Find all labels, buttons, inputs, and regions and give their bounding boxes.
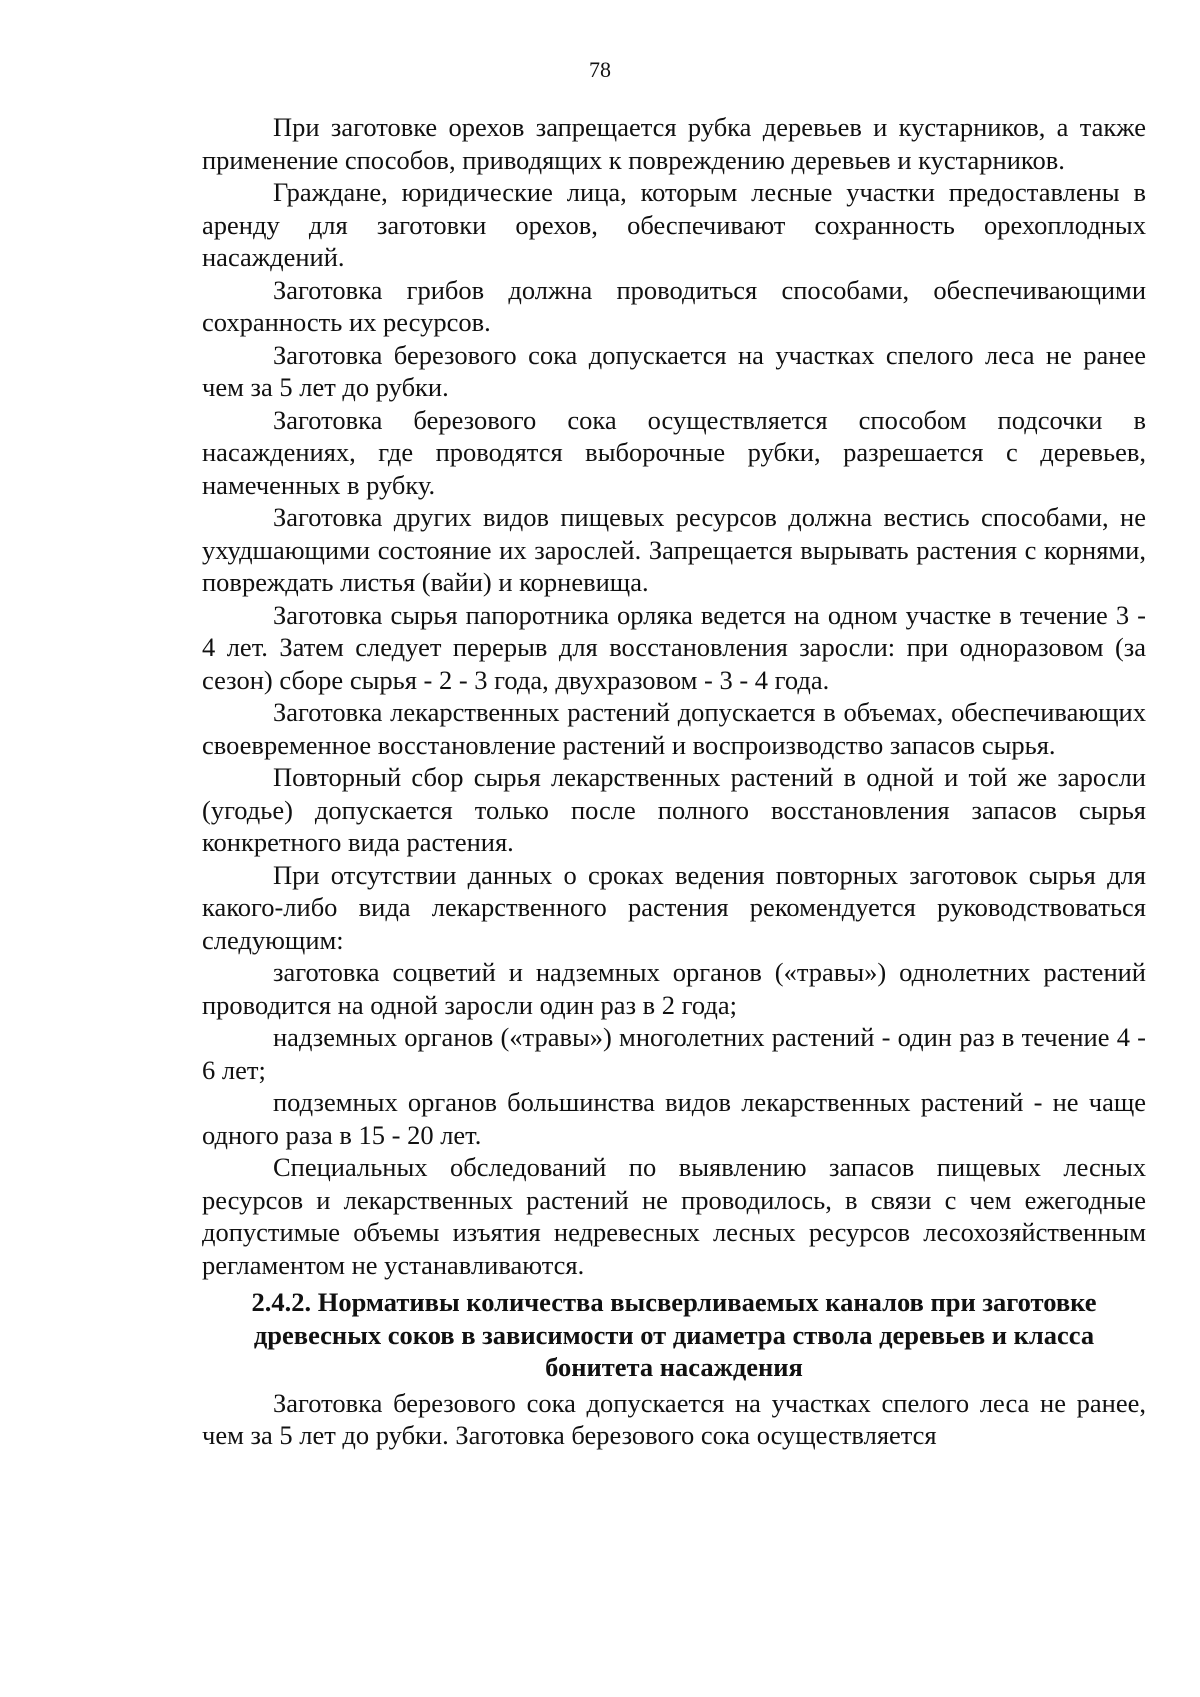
paragraph-medicinal-volume: Заготовка лекарственных растений допускается в объемах, обеспечивающих своевременное восстановление растений и воспроизводство запасов сырья. <box>202 697 1146 760</box>
paragraph-bracken: Заготовка сырья папоротника орляка ведется на одном участке в течение 3 - 4 лет. Затем следует перерыв для восстановления заросли: при одноразовом (за сезон) сборе сырья - 2 - 3 года, двухразовом - 3 - 4 года. <box>202 599 1146 695</box>
list-item-perennial: надземных органов («травы») многолетних растений - один раз в течение 4 - 6 лет; <box>202 1022 1146 1085</box>
paragraph-section-text: Заготовка березового сока допускается на участках спелого леса не ранее, чем за 5 лет до рубки. Заготовка березового сока осуществляется <box>202 1387 1146 1450</box>
paragraph-repeat-harvest: Повторный сбор сырья лекарственных растений в одной и той же заросли (угодье) допускается только после полного восстановления запасов сырья конкретного вида растения. <box>202 762 1146 857</box>
list-item-annual: заготовка соцветий и надземных органов («травы») однолетних растений проводится на одной заросли один раз в 2 года; <box>202 957 1146 1020</box>
paragraph-food-resources: Заготовка других видов пищевых ресурсов должна вестись способами, не ухудшающими состояние их зарослей. Запрещается вырывать растения с корнями, повреждать листья (вайи) и корневища. <box>202 502 1146 597</box>
page-number: 78 <box>589 57 611 82</box>
list-item-underground: подземных органов большинства видов лекарственных растений - не чаще одного раза в 15 - 20 лет. <box>202 1087 1146 1150</box>
paragraph-mushrooms: Заготовка грибов должна проводиться способами, обеспечивающими сохранность их ресурсов. <box>202 274 1146 337</box>
paragraph-no-data: При отсутствии данных о сроках ведения повторных заготовок сырья для какого-либо вида лекарственного растения рекомендуется руководствоваться следующим: <box>202 859 1146 955</box>
document-body <box>202 111 1146 1452</box>
section-heading: 2.4.2. Нормативы количества высверливаемых каналов при заготовке древесных соков в зависимости от диаметра ствола деревьев и класса бонитета насаждения <box>251 1287 1097 1382</box>
paragraph-lease: Граждане, юридические лица, которым лесные участки предоставлены в аренду для заготовки орехов, обеспечивают сохранность орехоплодных насаждений. <box>202 177 1146 272</box>
paragraph-birch-sap-timing: Заготовка березового сока допускается на участках спелого леса не ранее чем за 5 лет до рубки. <box>202 339 1146 402</box>
paragraph-surveys: Специальных обследований по выявлению запасов пищевых лесных ресурсов и лекарственных растений не проводилось, в связи с чем ежегодные допустимые объемы изъятия недревесных лесных ресурсов лесохозяйственным регламентом не устанавливаются. <box>202 1152 1146 1280</box>
paragraph-nuts: При заготовке орехов запрещается рубка деревьев и кустарников, а также применение способов, приводящих к повреждению деревьев и кустарников. <box>202 112 1146 175</box>
paragraph-birch-sap-method: Заготовка березового сока осуществляется способом подсочки в насаждениях, где проводятся выборочные рубки, разрешается с деревьев, намеченных в рубку. <box>202 404 1146 500</box>
